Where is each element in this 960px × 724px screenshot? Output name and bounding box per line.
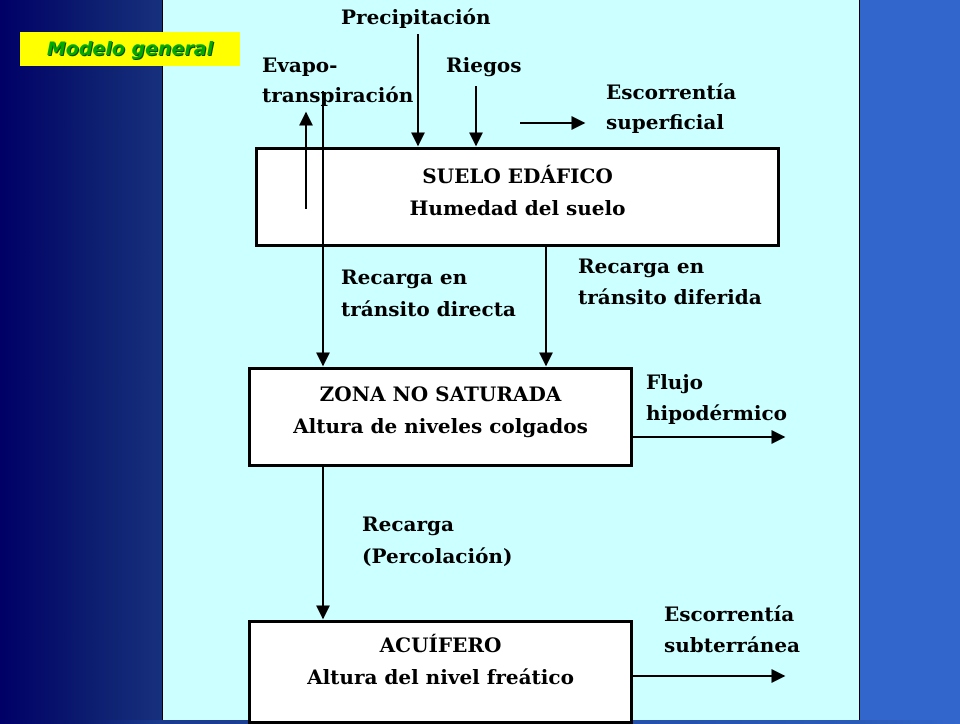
unsaturated-zone-subtitle: Altura de niveles colgados [293, 414, 588, 438]
unsaturated-zone-title: ZONA NO SATURADA [319, 382, 562, 406]
evapotranspiration-label-line1: Evapo- [262, 53, 338, 77]
surface-runoff-label-line1: Escorrentía [606, 80, 737, 104]
irrigation-label: Riegos [446, 53, 522, 77]
recharge-deferred-label-line2: tránsito diferida [578, 285, 762, 309]
percolation-label-line1: Recarga [362, 512, 454, 536]
underground-runoff-label-line1: Escorrentía [664, 602, 795, 626]
evapotranspiration-label-line2: transpiración [262, 83, 414, 107]
soil-box-subtitle: Humedad del suelo [409, 196, 626, 220]
percolation-label-line2: (Percolación) [362, 544, 513, 568]
recharge-deferred-label-line1: Recarga en [578, 254, 705, 278]
subsurface-flow-label-line1: Flujo [646, 370, 703, 394]
precipitation-label: Precipitación [341, 5, 491, 29]
underground-runoff-label-line2: subterránea [664, 633, 801, 657]
aquifer-box-title: ACUÍFERO [379, 633, 502, 657]
subsurface-flow-label-line2: hipodérmico [646, 401, 787, 425]
recharge-direct-label-line2: tránsito directa [341, 297, 516, 321]
soil-box-title: SUELO EDÁFICO [422, 164, 613, 188]
recharge-direct-label-line1: Recarga en [341, 265, 468, 289]
aquifer-box-subtitle: Altura del nivel freático [307, 665, 574, 689]
slide-title-tag: Modelo general [20, 32, 240, 66]
surface-runoff-label-line2: superficial [606, 110, 724, 134]
